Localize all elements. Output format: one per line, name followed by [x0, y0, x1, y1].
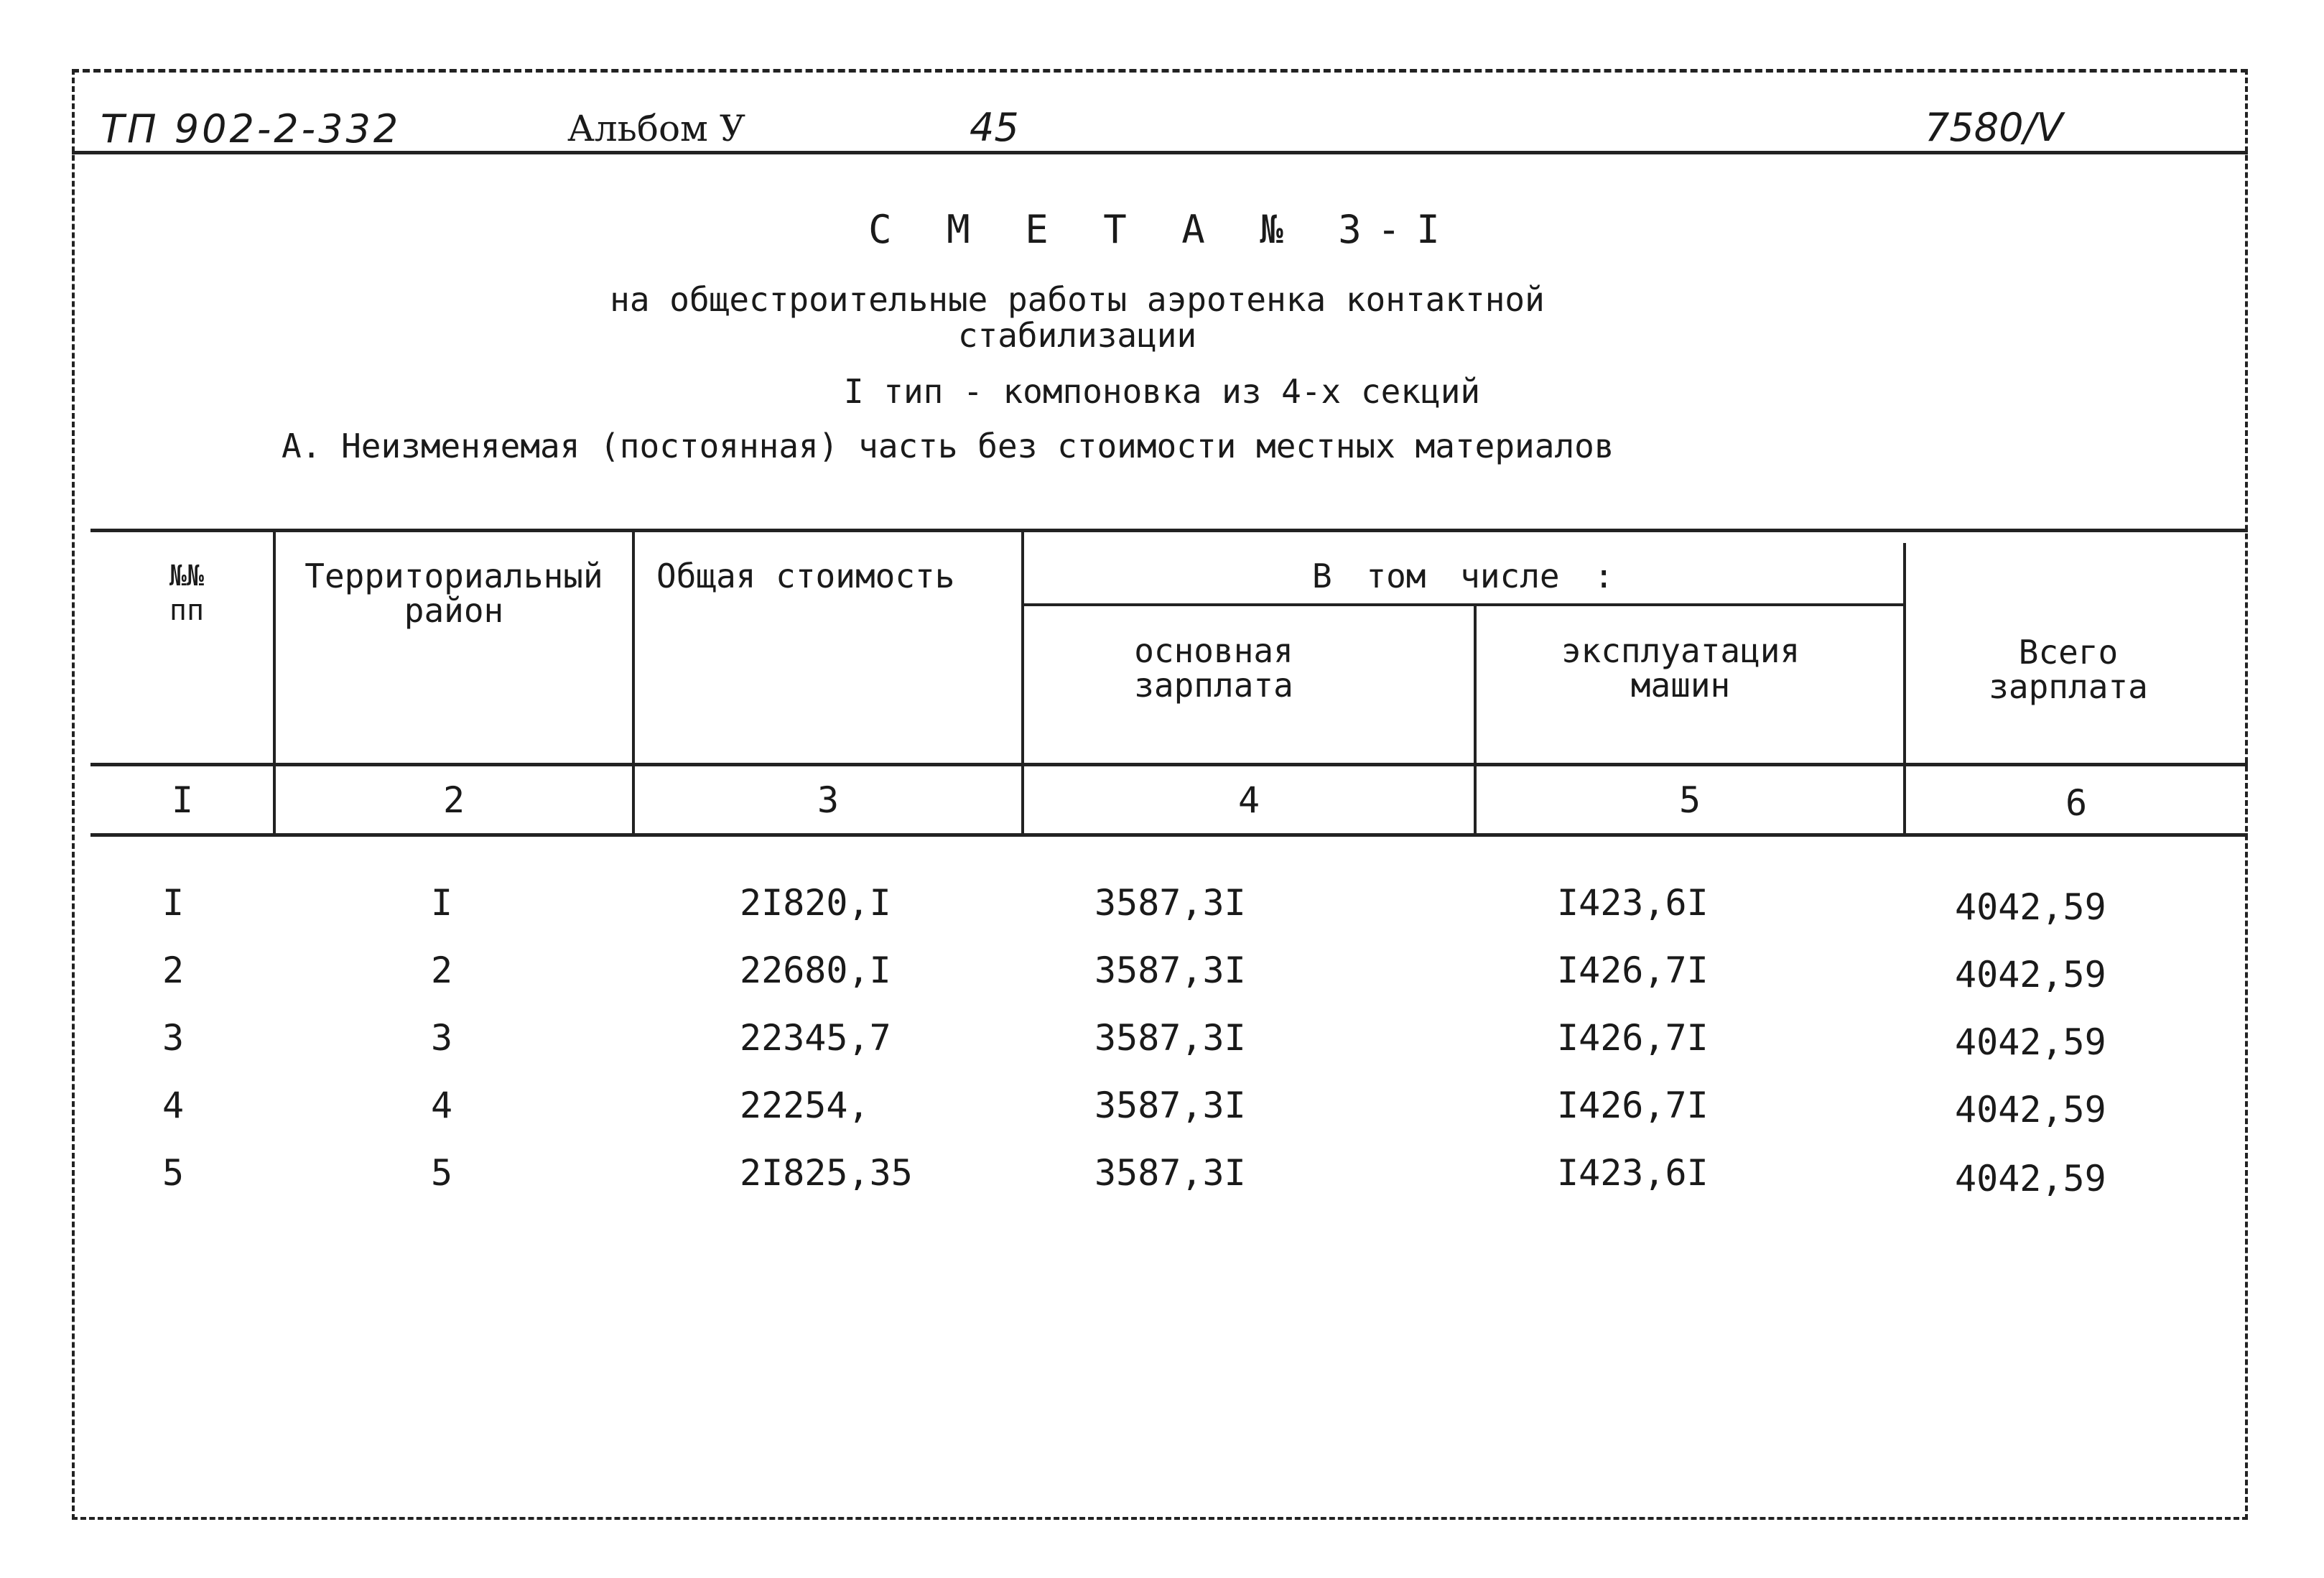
type-line: I тип - компоновка из 4-х секций — [843, 372, 1481, 411]
row-total-salary: 4042,59 — [1955, 1021, 2106, 1063]
row-machine-operation: I423,6I — [1557, 882, 1709, 924]
row-machine-operation: I426,7I — [1557, 1085, 1709, 1126]
row-num: I — [162, 882, 185, 924]
row-num: 4 — [162, 1085, 185, 1126]
column-number: 4 — [1237, 779, 1260, 821]
row-base-salary: 3587,3I — [1094, 950, 1246, 991]
row-district: 3 — [431, 1017, 453, 1059]
row-district: 4 — [431, 1085, 453, 1126]
row-machine-operation: I426,7I — [1557, 950, 1709, 991]
column-number: 2 — [442, 779, 465, 821]
row-base-salary: 3587,3I — [1094, 1017, 1246, 1059]
row-num: 2 — [162, 950, 185, 991]
column-numbers-bottom-line — [90, 833, 2248, 837]
header-district: Территориальный район — [305, 557, 603, 630]
row-district: I — [431, 882, 453, 924]
including-divider-line — [1021, 603, 1903, 606]
row-total-cost: 2I825,35 — [740, 1152, 913, 1194]
row-total-cost: 22680,I — [740, 950, 891, 991]
column-number: I — [171, 779, 194, 821]
column-number: 6 — [2065, 782, 2088, 824]
row-total-salary: 4042,59 — [1955, 886, 2106, 928]
header-base-salary: основная зарплата — [1134, 631, 1293, 705]
header-num: №№ пп — [169, 560, 205, 627]
row-total-cost: 2I820,I — [740, 882, 891, 924]
row-base-salary: 3587,3I — [1094, 882, 1246, 924]
page-number: 45 — [970, 105, 1019, 150]
sheet-number: 7580/V — [1925, 105, 2063, 150]
document-code: ТП 902-2-332 — [101, 106, 401, 152]
row-base-salary: 3587,3I — [1094, 1152, 1246, 1194]
row-total-salary: 4042,59 — [1955, 1089, 2106, 1131]
part-line: А. Неизменяемая (постоянная) часть без стоимости местных материалов — [282, 427, 1614, 465]
column-number: 3 — [817, 779, 840, 821]
row-total-cost: 22254, — [740, 1085, 870, 1126]
row-total-salary: 4042,59 — [1955, 1158, 2106, 1199]
document-title: С М Е Т А № 3-I — [868, 207, 1456, 252]
row-machine-operation: I426,7I — [1557, 1017, 1709, 1059]
row-district: 5 — [431, 1152, 453, 1194]
document-subtitle: на общестроительные работы аэротенка контактной стабилизации — [610, 280, 1545, 355]
header-total-salary: Всего зарплата — [1989, 633, 2148, 706]
row-num: 3 — [162, 1017, 185, 1059]
row-num: 5 — [162, 1152, 185, 1194]
table-top-line — [90, 529, 2248, 532]
row-total-cost: 22345,7 — [740, 1017, 891, 1059]
album-label: Альбом У — [567, 108, 745, 149]
column-number: 5 — [1678, 779, 1701, 821]
header-machine-operation: эксплуатация машин — [1561, 631, 1800, 705]
row-base-salary: 3587,3I — [1094, 1085, 1246, 1126]
row-total-salary: 4042,59 — [1955, 954, 2106, 995]
header-bottom-line — [90, 763, 2248, 766]
row-machine-operation: I423,6I — [1557, 1152, 1709, 1194]
row-district: 2 — [431, 950, 453, 991]
header-including: В том числе : — [1311, 557, 1614, 595]
header-total-cost: Общая стоимость — [656, 557, 955, 595]
